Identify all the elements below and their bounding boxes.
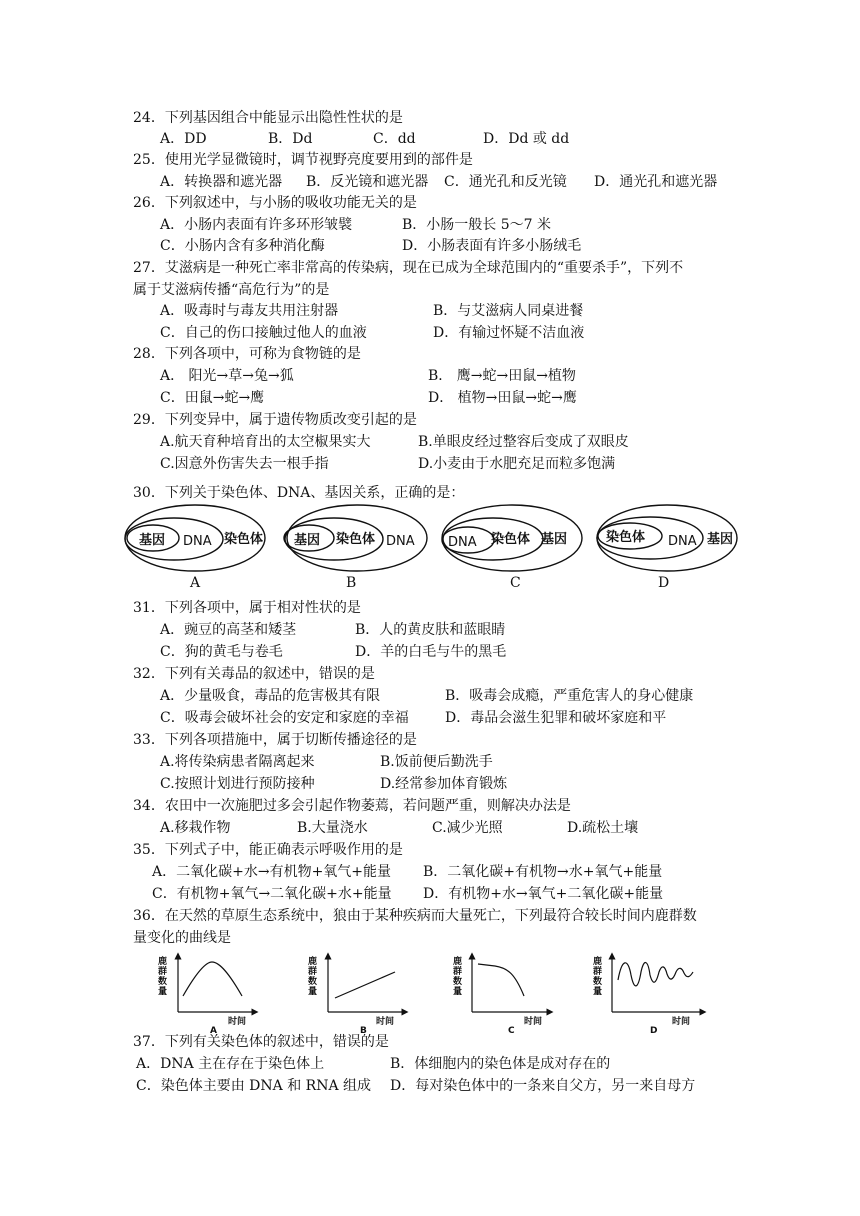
- q37-stem: 37．下列有关染色体的叙述中，错误的是: [133, 1034, 389, 1050]
- q36-d-curve: [618, 963, 693, 986]
- q29-stem: 29．下列变异中，属于遗传物质改变引起的是: [133, 412, 417, 428]
- q36-c-ylabel: 鹿群数量: [453, 957, 463, 997]
- q30-c-outer-label: 基因: [541, 532, 568, 547]
- q31-option-a: A．豌豆的高茎和矮茎: [160, 622, 297, 638]
- q28-stem: 28．下列各项中，可称为食物链的是: [133, 346, 361, 362]
- q30-d-inner-label: 染色体: [606, 530, 646, 545]
- q32-option-b: B．吸毒会成瘾，严重危害人的身心健康: [445, 688, 694, 704]
- q37-option-d: D．每对染色体中的一条来自父方，另一来自母方: [390, 1078, 696, 1094]
- q31-option-c: C．狗的黄毛与卷毛: [160, 644, 283, 660]
- q27-stem-line1: 27．艾滋病是一种死亡率非常高的传染病，现在已成为全球范围内的“重要杀手”，下列不: [133, 260, 684, 276]
- q25-option-d: D．通光孔和遮光器: [594, 174, 718, 190]
- q30-a-label: A: [190, 575, 201, 591]
- q30-a-outer-label: 染色体: [224, 532, 264, 547]
- q30-stem: 30．下列关于染色体、DNA、基因关系，正确的是：: [133, 485, 465, 501]
- q26-option-c: C．小肠内含有多种消化酶: [160, 238, 325, 254]
- q37-option-b: B．体细胞内的染色体是成对存在的: [390, 1056, 611, 1072]
- q32-option-c: C．吸毒会破坏社会的安定和家庭的幸福: [160, 710, 409, 726]
- q33-stem: 33．下列各项措施中，属于切断传播途径的是: [133, 732, 417, 748]
- q30-b-middle-label: 染色体: [336, 532, 376, 547]
- q36-a-curve: [183, 962, 242, 996]
- q24-option-b: B．Dd: [268, 131, 313, 147]
- q36-d-ylabel: 鹿群数量: [593, 957, 603, 997]
- q24-option-c: C．dd: [373, 131, 416, 147]
- q25-stem: 25．使用光学显微镜时，调节视野亮度要用到的部件是: [133, 152, 473, 168]
- q33-option-b: B.饭前便后勤洗手: [380, 754, 493, 770]
- q36-d-xlabel: 时间: [672, 1017, 691, 1027]
- q31-option-b: B．人的黄皮肤和蓝眼睛: [355, 622, 506, 638]
- q32-option-d: D．毒品会滋生犯罪和破坏家庭和平: [445, 710, 667, 726]
- q30-c-inner-label: DNA: [448, 535, 477, 550]
- q32-option-a: A．少量吸食，毒品的危害极其有限: [160, 688, 381, 704]
- q29-option-c: C.因意外伤害失去一根手指: [160, 456, 329, 472]
- q37-option-a: A．DNA 主在存在于染色体上: [136, 1056, 325, 1072]
- q30-c-middle-label: 染色体: [491, 532, 531, 547]
- q30-venn-diagrams: [120, 500, 740, 592]
- q37-option-c: C．染色体主要由 DNA 和 RNA 组成: [136, 1078, 371, 1094]
- q36-d-label: D: [650, 1026, 658, 1036]
- q35-option-b: B．二氧化碳+有机物→水+氧气+能量: [423, 864, 663, 880]
- q36-b-curve: [335, 972, 395, 998]
- q33-option-c: C.按照计划进行预防接种: [160, 776, 315, 792]
- q29-option-b: B.单眼皮经过整容后变成了双眼皮: [418, 434, 629, 450]
- q30-a-inner-label: 基因: [139, 533, 166, 548]
- q36-a-ylabel: 鹿群数量: [158, 957, 168, 997]
- q29-option-d: D.小麦由于水肥充足而粒多饱满: [418, 456, 616, 472]
- q33-option-a: A.将传染病患者隔离起来: [160, 754, 315, 770]
- q26-stem: 26．下列叙述中，与小肠的吸收功能无关的是: [133, 195, 417, 211]
- q30-b-label: B: [346, 575, 357, 591]
- q30-b-outer-label: DNA: [386, 534, 415, 549]
- q35-stem: 35．下列式子中，能正确表示呼吸作用的是: [133, 842, 403, 858]
- q28-option-b: B． 鹰→蛇→田鼠→植物: [428, 368, 576, 384]
- q36-b-ylabel: 鹿群数量: [308, 957, 318, 997]
- q27-option-b: B．与艾滋病人同桌进餐: [433, 303, 584, 319]
- q25-option-c: C．通光孔和反光镜: [444, 174, 567, 190]
- q25-option-a: A．转换器和遮光器: [160, 174, 283, 190]
- q28-option-a: A． 阳光→草→兔→狐: [160, 368, 294, 384]
- q35-option-a: A．二氧化碳+水→有机物+氧气+能量: [152, 864, 392, 880]
- q36-stem-line1: 36．在天然的草原生态系统中，狼由于某种疾病而大量死亡，下列最符合较长时间内鹿群数: [133, 908, 697, 924]
- q35-option-c: C．有机物+氧气→二氧化碳+水+能量: [152, 886, 392, 902]
- q27-option-d: D．有输过怀疑不洁血液: [433, 325, 585, 341]
- q34-option-d: D.疏松土壤: [567, 820, 639, 836]
- q29-option-a: A.航天育种培育出的太空椒果实大: [160, 434, 371, 450]
- q26-option-b: B．小肠一般长 5～7 米: [402, 217, 552, 233]
- q30-d-middle-label: DNA: [668, 534, 697, 549]
- q36-c-label: C: [508, 1026, 515, 1036]
- q36-a-label: A: [210, 1026, 217, 1036]
- q36-graphs: [150, 950, 720, 1036]
- q36-b-xlabel: 时间: [376, 1017, 395, 1027]
- q31-stem: 31．下列各项中，属于相对性状的是: [133, 600, 361, 616]
- q28-option-d: D． 植物→田鼠→蛇→鹰: [428, 390, 577, 406]
- q36-a-xlabel: 时间: [228, 1017, 247, 1027]
- q30-d-label: D: [658, 575, 670, 591]
- q24-option-d: D．Dd 或 dd: [483, 131, 570, 147]
- q34-option-c: C.减少光照: [432, 820, 503, 836]
- q26-option-a: A．小肠内表面有许多环形皱襞: [160, 217, 353, 233]
- q27-option-c: C．自己的伤口接触过他人的血液: [160, 325, 367, 341]
- q27-stem-line2: 属于艾滋病传播“高危行为”的是: [133, 282, 330, 298]
- q36-b-label: B: [360, 1026, 367, 1036]
- q35-option-d: D．有机物+水→氧气+二氧化碳+能量: [423, 886, 664, 902]
- q31-option-d: D．羊的白毛与牛的黑毛: [355, 644, 507, 660]
- q34-option-b: B.大量浇水: [297, 820, 368, 836]
- q34-option-a: A.移栽作物: [160, 820, 231, 836]
- q30-a-middle-label: DNA: [183, 534, 212, 549]
- q24-option-a: A．DD: [160, 131, 207, 147]
- q28-option-c: C．田鼠→蛇→鹰: [160, 390, 265, 406]
- q25-option-b: B．反光镜和遮光器: [306, 174, 429, 190]
- q30-d-outer-label: 基因: [707, 532, 734, 547]
- q32-stem: 32．下列有关毒品的叙述中，错误的是: [133, 666, 375, 682]
- q30-c-label: C: [510, 575, 521, 591]
- q24-stem: 24．下列基因组合中能显示出隐性性状的是: [133, 110, 403, 126]
- q36-c-curve: [478, 964, 524, 996]
- q33-option-d: D.经常参加体育锻炼: [380, 776, 508, 792]
- q27-option-a: A．吸毒时与毒友共用注射器: [160, 303, 339, 319]
- q30-b-inner-label: 基因: [294, 533, 321, 548]
- q34-stem: 34．农田中一次施肥过多会引起作物萎蔫，若问题严重，则解决办法是: [133, 798, 571, 814]
- q26-option-d: D．小肠表面有许多小肠绒毛: [402, 238, 582, 254]
- q36-c-xlabel: 时间: [524, 1017, 543, 1027]
- q36-stem-line2: 量变化的曲线是: [133, 930, 231, 946]
